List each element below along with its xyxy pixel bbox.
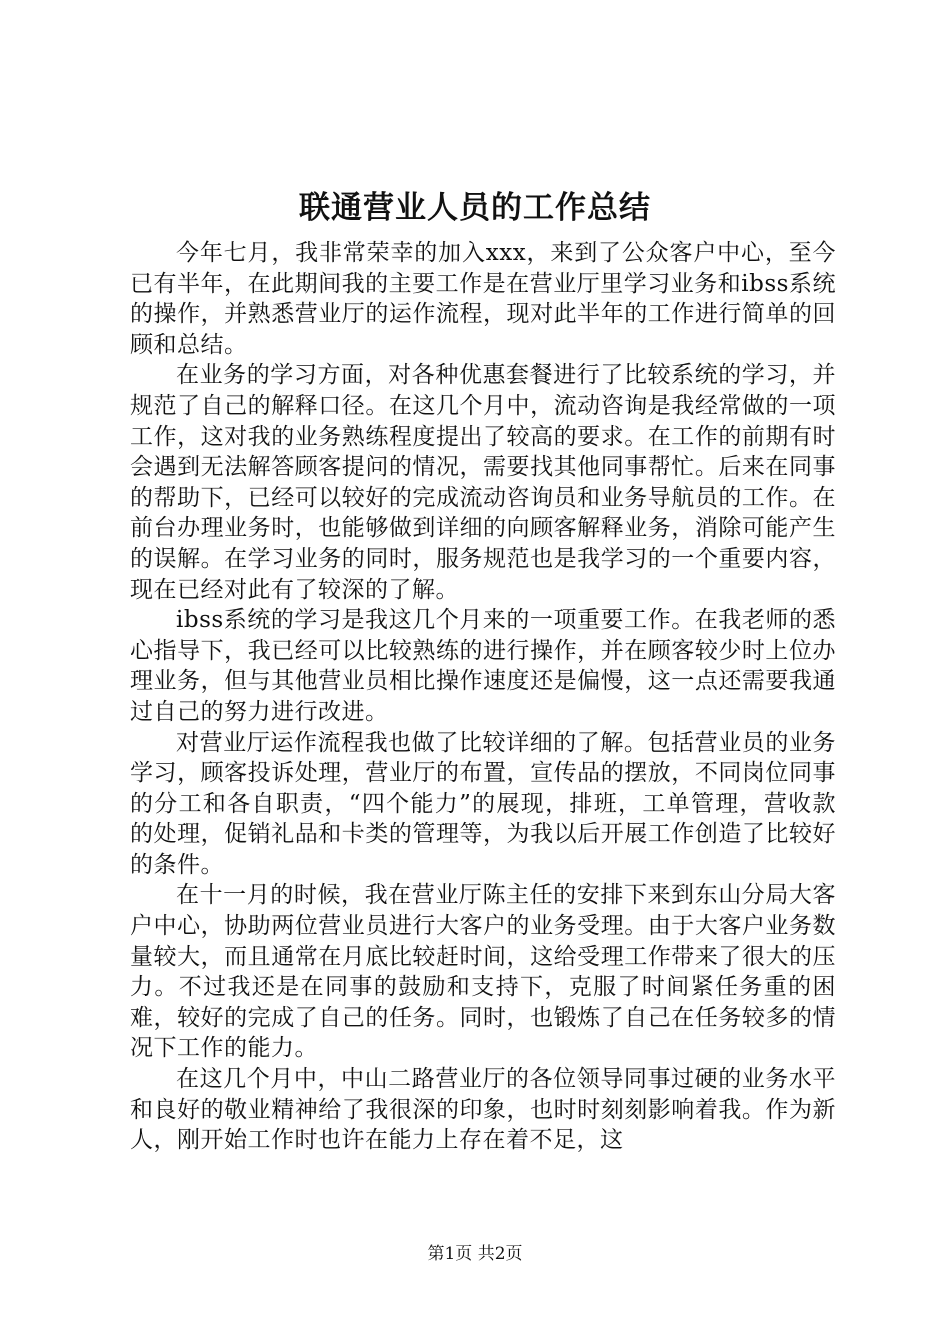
document-title: 联通营业人员的工作总结 (299, 190, 651, 226)
paragraph-2: 在业务的学习方面，对各种优惠套餐进行了比较系统的学习，并规范了自己的解释口径。在这几个月中，流动咨询是我经常做的一项工作，这对我的业务熟练程度提出了较高的要求。在工作的前期有时会遇到无法解答顾客提问的情况，需要找其他同事帮忙。后来在同事的帮助下，已经可以较好的完成流动咨询员和业务导航员的工作。在前台办理业务时，也能够做到详细的向顾客解释业务，消除可能产生的误解。在学习业务的同时，服务规范也是我学习的一个重要内容，现在已经对此有了较深的了解。 (130, 362, 836, 603)
page-number-footer: 第1页 共2页 (427, 1244, 523, 1264)
paragraph-5: 在十一月的时候，我在营业厅陈主任的安排下来到东山分局大客户中心，协助两位营业员进行大客户的业务受理。由于大客户业务数量较大，而且通常在月底比较赶时间，这给受理工作带来了很大的压力。不过我还是在同事的鼓励和支持下，克服了时间紧任务重的困难，较好的完成了自己的任务。同时，也锻炼了自己在任务较多的情况下工作的能力。 (130, 882, 836, 1062)
paragraph-6: 在这几个月中，中山二路营业厅的各位领导同事过硬的业务水平和良好的敬业精神给了我很深的印象，也时时刻刻影响着我。作为新人，刚开始工作时也许在能力上存在着不足，这 (130, 1066, 836, 1154)
paragraph-3: ibss系统的学习是我这几个月来的一项重要工作。在我老师的悉心指导下，我已经可以比较熟练的进行操作，并在顾客较少时上位办理业务，但与其他营业员相比操作速度还是偏慢，这一点还需要我通过自己的努力进行改进。 (130, 607, 836, 725)
paragraph-1: 今年七月，我非常荣幸的加入xxx，来到了公众客户中心，至今已有半年，在此期间我的主要工作是在营业厅里学习业务和ibss系统的操作，并熟悉营业厅的运作流程，现对此半年的工作进行简单的回顾和总结。 (130, 240, 836, 358)
document-body (130, 238, 836, 1156)
paragraph-4: 对营业厅运作流程我也做了比较详细的了解。包括营业员的业务学习，顾客投诉处理，营业厅的布置，宣传品的摆放，不同岗位同事的分工和各自职责，“四个能力”的展现，排班，工单管理，营收款的处理，促销礼品和卡类的管理等，为我以后开展工作创造了比较好的条件。 (130, 729, 836, 878)
